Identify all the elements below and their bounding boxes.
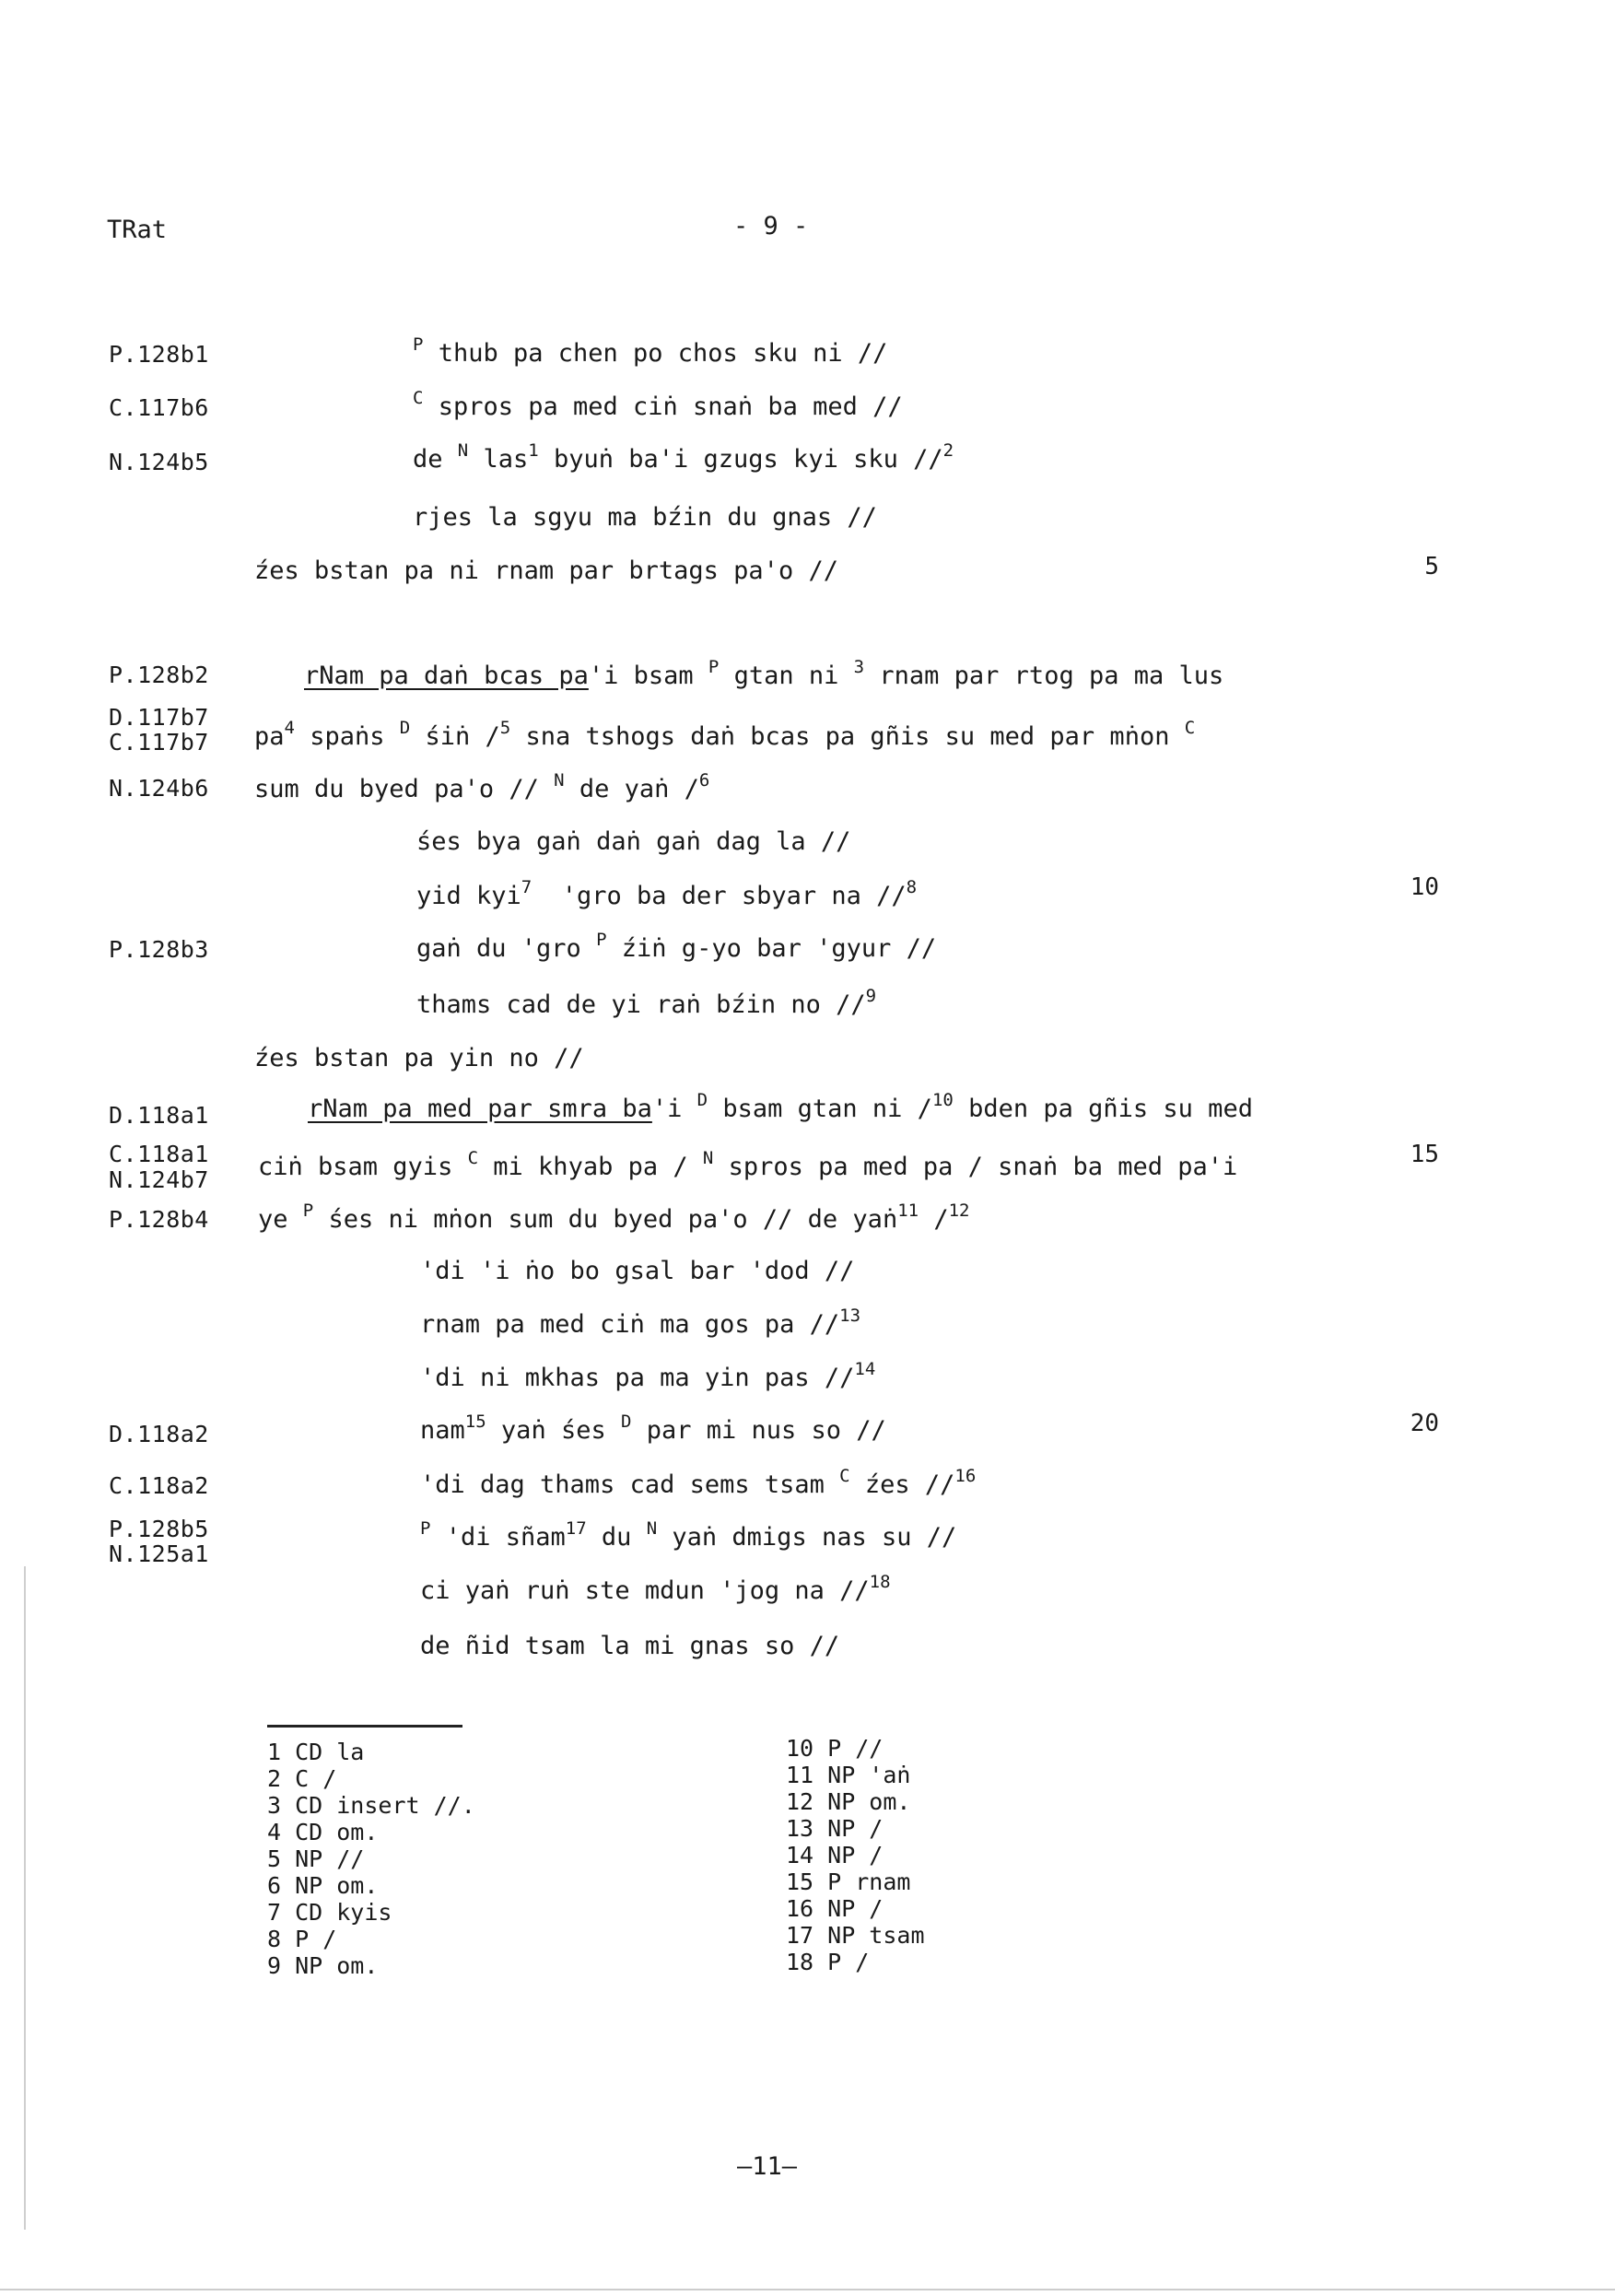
prose-line: ciṅ bsam gyis $^C$ mi khyab pa / $^N$ spros pa med pa / snaṅ ba med pa'i <box>258 1148 1238 1181</box>
page-number-header: - 9 - <box>733 212 809 240</box>
footnote: 3 CD insert //. <box>267 1792 475 1819</box>
margin-ref: N.125a1 <box>109 1540 209 1567</box>
footnote: 4 CD om. <box>267 1819 379 1845</box>
running-header: TRat <box>107 216 168 244</box>
footnotes-left <box>267 1739 475 1979</box>
footnote: 17 NP tsam <box>786 1922 925 1949</box>
prose-line: rNam pa med par smra ba'i $^D$ bsam gtan ni /$^{10}$ bden pa gñis su med <box>308 1090 1253 1123</box>
verse-line: yid kyi$^7$ 'gro ba der sbyar na //$^8$ <box>416 877 918 910</box>
verse-line: rjes la sgyu ma bźin du gnas // <box>413 503 877 532</box>
scan-bottom-line <box>0 2289 1615 2290</box>
page-footer-number: —11— <box>737 2152 798 2181</box>
margin-ref: D.117b7 <box>109 704 209 731</box>
verse-line: gaṅ du 'gro $^P$ źiṅ g-yo bar 'gyur // <box>416 930 937 963</box>
margin-ref: P.128b4 <box>109 1206 209 1233</box>
footnote: 11 NP 'aṅ <box>786 1762 911 1788</box>
line-number: 10 <box>1410 873 1439 901</box>
footnote: 2 C / <box>267 1765 337 1792</box>
section-heading: rNam pa med par smra ba <box>308 1095 652 1123</box>
footnote: 14 NP / <box>786 1842 884 1868</box>
footnote: 12 NP om. <box>786 1788 911 1815</box>
prose-line: źes bstan pa ni rnam par brtags pa'o // <box>254 556 838 585</box>
margin-ref: C.118a1 <box>109 1141 209 1167</box>
margin-ref: C.117b6 <box>109 394 209 421</box>
margin-ref: N.124b6 <box>109 775 209 802</box>
prose-line: $pa^4$ spaṅs $^D$ śiṅ /$^5$ sna tshogs daṅ bcas pa gñis su med par mṅon $^C$ <box>254 718 1196 751</box>
footnote-rule <box>267 1725 462 1728</box>
footnote: 9 NP om. <box>267 1952 379 1979</box>
footnote: 16 NP / <box>786 1895 884 1922</box>
footnote: 7 CD kyis <box>267 1899 392 1926</box>
margin-ref: P.128b5 <box>109 1516 209 1542</box>
verse-line: de $^N$ las$^1$ byuṅ ba'i gzugs kyi sku //$^2$ <box>413 440 954 474</box>
scan-edge-mark <box>24 1566 26 2230</box>
margin-ref: N.124b5 <box>109 449 209 475</box>
footnote: 8 P / <box>267 1926 337 1952</box>
prose-line: źes bstan pa yin no // <box>254 1044 584 1072</box>
footnote: 15 P rnam <box>786 1868 911 1895</box>
verse-line: ci yaṅ ruṅ ste mdun 'jog na //$^{18}$ <box>420 1572 891 1605</box>
verse-line: 'di dag thams cad sems tsam $^C$ źes //$^{16}$ <box>420 1466 977 1499</box>
verse-line: 'di ni mkhas pa ma yin pas //$^{14}$ <box>420 1359 876 1392</box>
verse-line: nam$^{15}$ yaṅ śes $^D$ par mi nus so // <box>420 1412 886 1445</box>
verse-line: $^C$ spros pa med ciṅ snaṅ ba med // <box>413 388 903 421</box>
section-heading: rNam pa daṅ bcas pa <box>304 662 589 690</box>
footnote: 6 NP om. <box>267 1872 379 1899</box>
margin-ref: D.118a1 <box>109 1102 209 1129</box>
verse-line: $^P$ 'di sñam$^{17}$ du $^N$ yaṅ dmigs nas su // <box>420 1518 957 1552</box>
verse-line: thams cad de yi raṅ bźin no //$^9$ <box>416 986 877 1019</box>
footnotes-right <box>786 1735 925 1975</box>
prose-line: rNam pa daṅ bcas pa'i bsam $^P$ gtan ni $^3$ rnam par rtog pa ma lus <box>304 657 1224 690</box>
prose-line: sum du byed pa'o // $^N$ de yaṅ /$^6$ <box>254 770 710 803</box>
line-number: 20 <box>1410 1410 1439 1437</box>
line-number: 15 <box>1410 1141 1439 1168</box>
verse-line: de ñid tsam la mi gnas so // <box>420 1632 840 1660</box>
verse-line: $^P$ thub pa chen po chos sku ni // <box>413 334 888 368</box>
footnote: 10 P // <box>786 1735 884 1762</box>
verse-line: 'di 'i ṅo bo gsal bar 'dod // <box>420 1257 855 1285</box>
margin-ref: P.128b2 <box>109 662 209 688</box>
margin-ref: P.128b3 <box>109 936 209 963</box>
footnote: 5 NP // <box>267 1845 365 1872</box>
footnote: 18 P / <box>786 1949 870 1975</box>
margin-ref: N.124b7 <box>109 1166 209 1193</box>
prose-line: ye $^P$ śes ni mṅon sum du byed pa'o // de yaṅ$^{11}$ /$^{12}$ <box>258 1201 970 1234</box>
verse-line: rnam pa med ciṅ ma gos pa //$^{13}$ <box>420 1306 861 1339</box>
margin-ref: D.118a2 <box>109 1421 209 1447</box>
line-number: 5 <box>1424 553 1439 580</box>
margin-ref: C.117b7 <box>109 729 209 756</box>
verse-line: śes bya gaṅ daṅ gaṅ dag la // <box>416 827 851 856</box>
margin-ref: C.118a2 <box>109 1472 209 1499</box>
footnote: 1 CD la <box>267 1739 365 1765</box>
footnote: 13 NP / <box>786 1815 884 1842</box>
margin-ref: P.128b1 <box>109 341 209 368</box>
